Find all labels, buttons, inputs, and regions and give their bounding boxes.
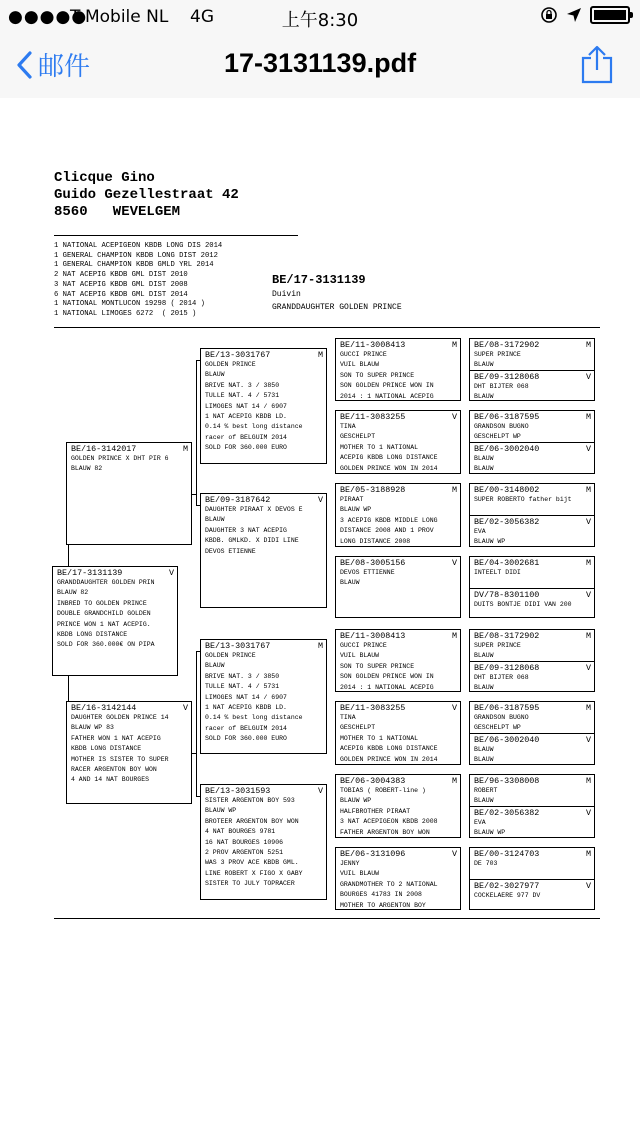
sex-marker: V [585, 517, 591, 527]
pedigree-grandparent-female [470, 733, 594, 765]
pedigree-box-g7 [469, 774, 595, 838]
pedigree-grandparent-female [470, 370, 594, 401]
pigeon-header [336, 848, 460, 859]
subject-name: Duivin [272, 290, 301, 299]
pigeon-detail: VUIL BLAUW [340, 361, 380, 369]
ring-number: BE/02-3056382 [474, 517, 540, 527]
sex-marker: M [317, 350, 323, 360]
pigeon-detail: BLAUW [474, 465, 494, 473]
pigeon-detail: GOLDEN PRINCE X DHT PIR 6 [71, 455, 169, 462]
pedigree-box-g3 [469, 483, 595, 547]
pigeon-detail: PIRAAT [340, 496, 364, 503]
pigeon-detail: INTEELT DIDI [474, 569, 521, 576]
pigeon-header [470, 807, 594, 818]
sex-marker: V [451, 558, 457, 568]
sex-marker: V [182, 703, 188, 713]
pigeon-detail: BLAUW 82 [71, 465, 103, 473]
owner-address [54, 170, 239, 221]
pigeon-detail: SUPER PRINCE [474, 351, 521, 358]
pigeon-detail: GUCCI PRINCE [340, 642, 387, 649]
pedigree-grandparent-male [470, 339, 594, 370]
pigeon-detail: BLAUW WP 83 [71, 724, 114, 732]
network-type: 4G [190, 7, 214, 27]
share-button[interactable] [580, 44, 614, 89]
award-item: 1 GENERAL CHAMPION KBDB LONG DIST 2012 [54, 251, 218, 260]
pedigree-grandparent-female [470, 588, 594, 610]
pigeon-header [336, 775, 460, 786]
back-label: 邮件 [38, 52, 91, 82]
pigeon-header [201, 494, 326, 505]
pigeon-detail: ACEPIG KBDB LONG DISTANCE [340, 745, 438, 753]
sex-marker: M [585, 340, 591, 350]
ring-number: DV/78-8301100 [474, 590, 540, 600]
pedigree-box-g5 [469, 629, 595, 692]
pigeon-detail: LONG DISTANCE 2008 [340, 537, 411, 545]
owner-city: 8560 WEVELGEM [54, 204, 181, 220]
pigeon-detail: 4 NAT BOURGES 9781 [205, 828, 276, 836]
pigeon-detail: BRIVE NAT. 3 / 3850 [205, 381, 280, 389]
sex-marker: V [585, 663, 591, 673]
pedigree-bottom-rule [54, 918, 600, 919]
pigeon-detail: LIMOGES NAT 14 / 6907 [205, 402, 287, 410]
pigeon-detail: MOTHER IS SISTER TO SUPER [71, 755, 169, 763]
pigeon-detail: DHT BIJTER 068 [474, 674, 529, 681]
ring-number: BE/16-3142144 [71, 703, 137, 713]
pedigree-box-sire [66, 442, 192, 545]
pigeon-detail: 0.14 % best long distance [205, 714, 303, 722]
pigeon-header [470, 371, 594, 382]
award-item: 3 NAT ACEPIG KBDB GML DIST 2008 [54, 280, 188, 289]
pedigree-box-sdd [335, 556, 461, 618]
ring-number: BE/17-3131139 [57, 568, 123, 578]
pigeon-detail: TULLE NAT. 4 / 5731 [205, 683, 280, 691]
ring-number: BE/06-3187595 [474, 412, 540, 422]
sex-marker: M [451, 776, 457, 786]
pedigree-box-dd [200, 784, 327, 900]
pigeon-detail: 1 NAT ACEPIG KBDB LD. [205, 413, 287, 421]
pigeon-detail: BLAUW [205, 516, 225, 524]
pigeon-header [470, 662, 594, 673]
pigeon-detail: JENNY [340, 860, 360, 867]
pigeon-header [470, 775, 594, 786]
pigeon-header [470, 557, 594, 568]
sex-marker: V [451, 849, 457, 859]
ring-number: BE/08-3172902 [474, 631, 540, 641]
subject-heading [272, 273, 402, 313]
pedigree-box-dam [66, 701, 192, 804]
ring-number: BE/09-3128068 [474, 663, 540, 673]
pedigree-box-sd [200, 493, 327, 608]
pigeon-detail: DAUGHTER 3 NAT ACEPIG [205, 526, 287, 534]
pigeon-header [470, 589, 594, 600]
owner-name: Clicque Gino [54, 170, 155, 186]
pedigree-box-g4 [469, 556, 595, 618]
pigeon-header [53, 567, 177, 578]
pigeon-detail: DHT BIJTER 068 [474, 383, 529, 390]
pedigree-grandparent-male [470, 775, 594, 806]
pigeon-detail: PRINCE WON 1 NAT ACEPIG. [57, 620, 151, 628]
pigeon-detail: GOLDEN PRINCE WON IN 2014 [340, 464, 438, 472]
pigeon-detail: BLAUW [474, 797, 494, 805]
sex-marker: V [451, 412, 457, 422]
pigeon-detail: TINA [340, 423, 356, 430]
location-icon [566, 7, 582, 23]
pedigree-box-ssd [335, 410, 461, 474]
pigeon-detail: 4 AND 14 NAT BOURGES [71, 776, 150, 784]
ring-number: BE/11-3008413 [340, 631, 406, 641]
pedigree-top-rule [54, 327, 600, 328]
document-title: 17-3131139.pdf [223, 48, 417, 78]
ring-number: BE/08-3172902 [474, 340, 540, 350]
pigeon-header [336, 557, 460, 568]
pigeon-header [470, 443, 594, 454]
awards-list [54, 242, 222, 320]
pedigree-grandparent-male [470, 702, 594, 733]
pigeon-detail: MOTHER TO 1 NATIONAL [340, 734, 419, 742]
pedigree-grandparent-male [470, 848, 594, 879]
award-item: 6 NAT ACEPIG KBDB GML DIST 2014 [54, 290, 188, 299]
pigeon-header [336, 411, 460, 422]
pigeon-detail: racer of BELGUIM 2014 [205, 724, 287, 732]
pedigree-connector [196, 505, 200, 506]
pigeon-detail: VUIL BLAUW [340, 870, 380, 878]
pigeon-detail: 2014 : 1 NATIONAL ACEPIG [340, 683, 434, 691]
pigeon-detail: DUITS BONTJE DIDI VAN 200 [474, 601, 572, 608]
pdf-page [0, 98, 640, 1140]
pedigree-grandparent-male [470, 557, 594, 588]
pigeon-header [201, 349, 326, 360]
signal-strength: ●●●●● [8, 7, 88, 27]
pedigree-box-sss [335, 338, 461, 401]
pigeon-detail: BLAUW [474, 684, 494, 692]
pigeon-header [336, 339, 460, 350]
pedigree-connector [196, 651, 197, 796]
sex-marker: M [585, 849, 591, 859]
sex-marker: V [585, 372, 591, 382]
pigeon-detail: SOLD FOR 360.000 EURO [205, 735, 287, 743]
pigeon-detail: MOTHER TO 1 NATIONAL [340, 443, 419, 451]
rotation-lock-icon [540, 6, 558, 24]
pigeon-detail: EVA [474, 528, 486, 535]
pigeon-detail: ROBERT [474, 787, 498, 794]
pigeon-detail: GRANDDAUGHTER GOLDEN PRIN [57, 579, 155, 586]
pedigree-grandparent-female [470, 806, 594, 838]
pedigree-box-dsd [335, 701, 461, 765]
pigeon-detail: SUPER PRINCE [474, 642, 521, 649]
pigeon-detail: GESCHELPT [340, 433, 376, 441]
pedigree-grandparent-male [470, 630, 594, 661]
pedigree-grandparent-female [470, 515, 594, 547]
ring-number: BE/16-3142017 [71, 444, 137, 454]
pigeon-header [201, 640, 326, 651]
pigeon-header [67, 443, 191, 454]
pigeon-detail: BRIVE NAT. 3 / 3850 [205, 672, 280, 680]
pigeon-detail: DE 703 [474, 860, 498, 867]
pigeon-detail: RACER ARGENTON BOY WON [71, 766, 157, 774]
pigeon-detail: EVA [474, 819, 486, 826]
pigeon-detail: GESCHELPT WP [474, 433, 521, 441]
pigeon-detail: SUPER ROBERTO father bijt [474, 496, 572, 503]
pigeon-detail: KBDB. GMLKD. X DIDI LINE [205, 537, 299, 545]
pigeon-detail: SOLD FOR 360.000€ ON PIPA [57, 641, 155, 649]
pigeon-detail: 3 ACEPIG KBDB MIDDLE LONG [340, 516, 438, 524]
pedigree-connector [196, 796, 200, 797]
ring-number: BE/13-3031593 [205, 786, 271, 796]
sex-marker: M [585, 631, 591, 641]
pigeon-detail: GOLDEN PRINCE [205, 652, 256, 659]
clock: 上午8:30 [281, 10, 359, 31]
pigeon-detail: BLAUW [474, 756, 494, 764]
pigeon-header [470, 484, 594, 495]
status-icons [540, 6, 630, 24]
nav-bar [0, 34, 640, 99]
pigeon-detail: BLAUW [474, 652, 494, 660]
pigeon-detail: 16 NAT BOURGES 10906 [205, 838, 284, 846]
pigeon-detail: WAS 3 PROV ACE KBDB GML. [205, 859, 299, 867]
sex-marker: V [585, 808, 591, 818]
sex-marker: M [317, 641, 323, 651]
sex-marker: M [585, 703, 591, 713]
pigeon-detail: DAUGHTER PIRAAT X DEVOS E [205, 506, 303, 513]
pigeon-detail: BLAUW WP [340, 506, 372, 514]
pigeon-detail: DOUBLE GRANDCHILD GOLDEN [57, 610, 151, 618]
status-bar [0, 0, 640, 34]
pigeon-header [470, 880, 594, 891]
pigeon-header [470, 630, 594, 641]
sex-marker: V [317, 786, 323, 796]
pedigree-box-ds [200, 639, 327, 754]
pigeon-detail: 0.14 % best long distance [205, 423, 303, 431]
ring-number: BE/11-3008413 [340, 340, 406, 350]
pedigree-connector [196, 360, 200, 361]
carrier-name: T-Mobile NL [70, 7, 169, 27]
pigeon-detail: BLAUW WP [205, 807, 237, 815]
sex-marker: M [585, 558, 591, 568]
pigeon-detail: 2 PROV ARGENTON 5251 [205, 849, 284, 857]
pigeon-detail: GRANDSON BUGNO [474, 423, 529, 430]
ring-number: BE/04-3002681 [474, 558, 540, 568]
sex-marker: V [585, 444, 591, 454]
owner-divider [54, 235, 298, 236]
sex-marker: M [585, 776, 591, 786]
pigeon-detail: BLAUW [205, 371, 225, 379]
pigeon-detail: VUIL BLAUW [340, 652, 380, 660]
sex-marker: M [585, 412, 591, 422]
pigeon-detail: TINA [340, 714, 356, 721]
pedigree-box-g1 [469, 338, 595, 401]
ring-number: BE/06-3131096 [340, 849, 406, 859]
ring-number: BE/05-3188928 [340, 485, 406, 495]
ring-number: BE/96-3308008 [474, 776, 540, 786]
pigeon-header [336, 484, 460, 495]
pigeon-detail: BLAUW [474, 361, 494, 369]
pigeon-detail: LINE ROBERT X FIGO X GABY [205, 869, 303, 877]
owner-street: Guido Gezellestraat 42 [54, 187, 239, 203]
pigeon-detail: DEVOS ETTIENNE [340, 569, 395, 576]
pedigree-grandparent-female [470, 879, 594, 901]
pigeon-detail: BLAUW WP [474, 538, 506, 546]
pigeon-detail: 3 NAT ACEPIGEON KBDB 2008 [340, 818, 438, 826]
ring-number: BE/06-3002040 [474, 444, 540, 454]
subject-ring-number: BE/17-3131139 [272, 273, 366, 287]
pigeon-header [470, 339, 594, 350]
pedigree-connector [68, 676, 69, 701]
pedigree-connector [196, 651, 200, 652]
award-item: 1 NATIONAL LIMOGES 6272 ( 2015 ) [54, 309, 197, 318]
ring-number: BE/11-3083255 [340, 703, 406, 713]
subject-description: GRANDDAUGHTER GOLDEN PRINCE [272, 303, 402, 312]
pigeon-header [470, 411, 594, 422]
sex-marker: M [585, 485, 591, 495]
pigeon-detail: SISTER TO JULY TOPRACER [205, 880, 295, 888]
ring-number: BE/02-3056382 [474, 808, 540, 818]
pedigree-connector [68, 545, 69, 566]
pigeon-detail: GESCHELPT [340, 724, 376, 732]
pigeon-header [336, 702, 460, 713]
ring-number: BE/06-3187595 [474, 703, 540, 713]
pedigree-grandparent-female [470, 442, 594, 474]
pigeon-detail: FATHER WON 1 NAT ACEPIG [71, 734, 161, 742]
ring-number: BE/08-3005156 [340, 558, 406, 568]
pigeon-detail: SON GOLDEN PRINCE WON IN [340, 673, 434, 681]
pigeon-detail: GUCCI PRINCE [340, 351, 387, 358]
pigeon-detail: 2014 : 1 NATIONAL ACEPIG [340, 392, 434, 400]
pigeon-header [67, 702, 191, 713]
pigeon-detail: BLAUW WP [474, 829, 506, 837]
ring-number: BE/13-3031767 [205, 641, 271, 651]
sex-marker: M [451, 485, 457, 495]
pigeon-detail: BLAUW [205, 662, 225, 670]
sex-marker: M [451, 340, 457, 350]
pigeon-detail: MOTHER TO ARGENTON BOY [340, 901, 426, 909]
pigeon-detail: GRANDSON BUGNO [474, 714, 529, 721]
pedigree-box-g2 [469, 410, 595, 474]
pigeon-detail: INBRED TO GOLDEN PRINCE [57, 599, 147, 607]
pigeon-detail: GESCHELPT WP [474, 724, 521, 732]
pigeon-detail: racer of BELGUIM 2014 [205, 433, 287, 441]
sex-marker: V [451, 703, 457, 713]
battery-icon [590, 6, 630, 24]
pigeon-detail: TULLE NAT. 4 / 5731 [205, 392, 280, 400]
pedigree-box-subject [52, 566, 178, 676]
pigeon-detail: BLAUW [340, 579, 360, 587]
pigeon-detail: LIMOGES NAT 14 / 6907 [205, 693, 287, 701]
pigeon-header [470, 516, 594, 527]
pedigree-grandparent-female [470, 661, 594, 692]
pedigree-box-g6 [469, 701, 595, 765]
award-item: 1 NATIONAL MONTLUCON 19298 ( 2014 ) [54, 300, 205, 309]
pedigree-box-sds [335, 483, 461, 547]
pigeon-detail: GOLDEN PRINCE WON IN 2014 [340, 755, 438, 763]
ring-number: BE/02-3027977 [474, 881, 540, 891]
pigeon-detail: HALFBROTHER PIRAAT [340, 807, 411, 815]
ring-number: BE/00-3148002 [474, 485, 540, 495]
pigeon-detail: GOLDEN PRINCE [205, 361, 256, 368]
pedigree-grandparent-male [470, 484, 594, 515]
pigeon-detail: SON GOLDEN PRINCE WON IN [340, 382, 434, 390]
ring-number: BE/11-3083255 [340, 412, 406, 422]
pigeon-detail: DEVOS ETIENNE [205, 547, 256, 555]
pigeon-header [470, 734, 594, 745]
pedigree-grandparent-male [470, 411, 594, 442]
sex-marker: M [451, 631, 457, 641]
ring-number: BE/13-3031767 [205, 350, 271, 360]
pigeon-detail: KBDB LONG DISTANCE [71, 745, 142, 753]
pigeon-detail: ACEPIG KBDB LONG DISTANCE [340, 454, 438, 462]
ring-number: BE/09-3128068 [474, 372, 540, 382]
sex-marker: M [182, 444, 188, 454]
share-icon [580, 44, 614, 84]
pigeon-detail: DAUGHTER GOLDEN PRINCE 14 [71, 714, 169, 721]
pedigree-box-dss [335, 629, 461, 692]
award-item: 1 GENERAL CHAMPION KBDB GMLD YRL 2014 [54, 261, 214, 270]
pigeon-header [470, 848, 594, 859]
pigeon-detail: GRANDMOTHER TO 2 NATIONAL [340, 880, 438, 888]
pedigree-box-g8 [469, 847, 595, 910]
pedigree-box-ddd [335, 847, 461, 910]
pigeon-detail: 1 NAT ACEPIG KBDB LD. [205, 704, 287, 712]
pigeon-header [201, 785, 326, 796]
sex-marker: V [585, 881, 591, 891]
pedigree-box-dds [335, 774, 461, 838]
pigeon-detail: SON TO SUPER PRINCE [340, 371, 415, 379]
pigeon-detail: SON TO SUPER PRINCE [340, 662, 415, 670]
pigeon-detail: BROTEER ARGENTON BOY WON [205, 817, 299, 825]
pigeon-detail: BLAUW 82 [57, 589, 89, 597]
pigeon-detail: BLAUW [474, 393, 494, 401]
award-item: 1 NATIONAL ACEPIGEON KBDB LONG DIS 2014 [54, 242, 223, 250]
pedigree-box-ss [200, 348, 327, 464]
pigeon-detail: FATHER ARGENTON BOY WON [340, 828, 430, 836]
pigeon-header [470, 702, 594, 713]
pedigree-connector [196, 360, 197, 505]
pigeon-detail: BLAUW [474, 746, 494, 753]
sex-marker: V [317, 495, 323, 505]
pigeon-detail: TOBIAS ( ROBERT-line ) [340, 787, 426, 794]
ring-number: BE/09-3187642 [205, 495, 271, 505]
award-item: 2 NAT ACEPIG KBDB GML DIST 2010 [54, 271, 188, 280]
ring-number: BE/00-3124703 [474, 849, 540, 859]
pigeon-detail: BLAUW [474, 455, 494, 462]
pigeon-detail: COCKELAERE 977 DV [474, 892, 541, 899]
sex-marker: V [585, 590, 591, 600]
pigeon-detail: KBDB LONG DISTANCE [57, 631, 128, 639]
pigeon-detail: BOURGES 41783 IN 2008 [340, 891, 422, 899]
pigeon-detail: SOLD FOR 360.000 EURO [205, 444, 287, 452]
pigeon-header [336, 630, 460, 641]
pigeon-detail: SISTER ARGENTON BOY 593 [205, 797, 295, 804]
pigeon-detail: BLAUW WP [340, 797, 372, 805]
ring-number: BE/06-3002040 [474, 735, 540, 745]
pigeon-detail: DISTANCE 2008 AND 1 PROV [340, 527, 434, 535]
ring-number: BE/06-3004383 [340, 776, 406, 786]
sex-marker: V [585, 735, 591, 745]
sex-marker: V [168, 568, 174, 578]
